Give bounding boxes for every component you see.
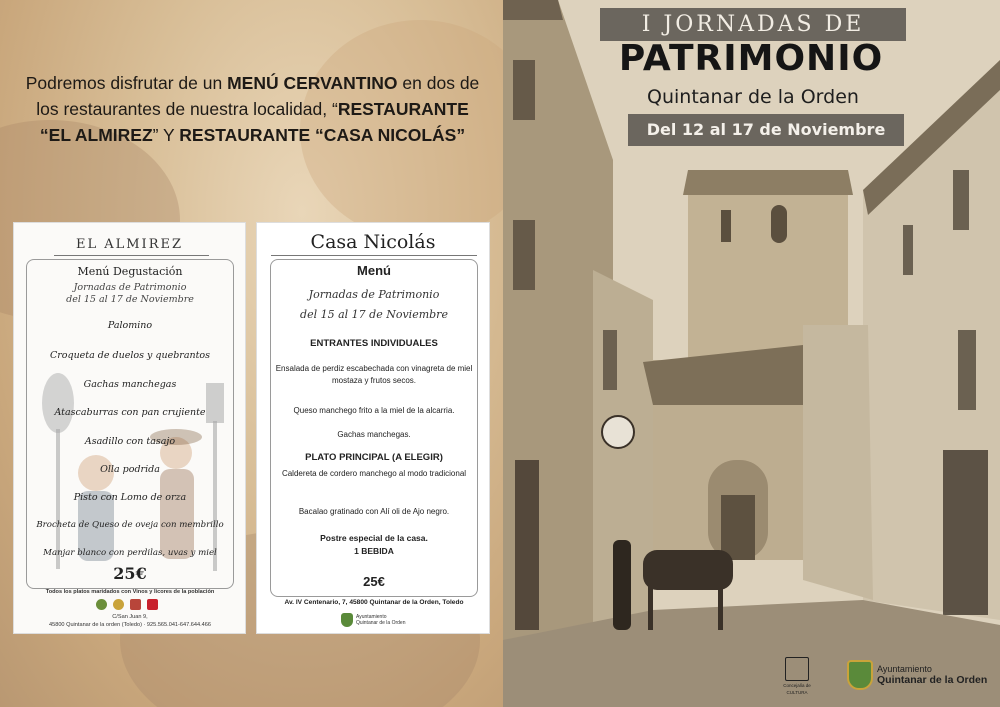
intro-bold-3: RESTAURANTE “CASA NICOLÁS” — [179, 125, 466, 145]
sponsor-logo-icon — [113, 599, 124, 610]
almirez-heading: Menú Degustación — [77, 265, 183, 278]
poster-town: Quintanar de la Orden — [647, 86, 859, 108]
almirez-menu-card — [13, 222, 246, 634]
town-seal-icon — [341, 613, 353, 627]
dish-item: Pisto con Lomo de orza — [73, 492, 187, 503]
almirez-subtitle-2: del 15 al 17 de Noviembre — [66, 294, 194, 305]
cultura-icon — [785, 657, 809, 681]
almirez-address — [24, 613, 236, 629]
dish-item: Croqueta de duelos y quebrantos — [49, 350, 211, 361]
menu-item: Gachas manchegas. — [337, 430, 411, 439]
cultura-line-2: CULTURA — [786, 690, 808, 695]
dish-item: Olla podrida — [100, 464, 160, 475]
intro-part-3: ” Y — [152, 125, 180, 145]
ayuntamiento-logo — [341, 613, 405, 627]
dish-item: Palomino — [107, 320, 153, 331]
logo-line-1: Ayuntamiento — [356, 614, 387, 620]
intro-text — [20, 70, 485, 148]
poster-panel — [503, 0, 1000, 707]
town-seal-icon — [847, 660, 873, 690]
almirez-note: Todos los platos maridados con Vinos y licores de la población — [45, 589, 215, 595]
dish-item: Asadillo con tasajo — [84, 436, 176, 447]
poster-title-line-1: I JORNADAS DE — [641, 12, 865, 37]
divider — [271, 255, 477, 256]
nicolas-name: Casa Nicolás — [310, 231, 436, 253]
dish-item: Gachas manchegas — [83, 379, 177, 390]
poster-title-line-2: PATRIMONIO — [618, 38, 884, 79]
nicolas-price: 25€ — [363, 574, 385, 589]
poster-dates: Del 12 al 17 de Noviembre — [646, 120, 886, 139]
section-heading: ENTRANTES INDIVIDUALES — [310, 338, 438, 349]
nicolas-menu-heading: Menú — [357, 263, 391, 278]
sponsor-logo-icon — [130, 599, 141, 610]
intro-part-2: en dos de los restaurantes de nuestra localidad, “ — [36, 73, 480, 119]
nicolas-jornadas-2: del 15 al 17 de Noviembre — [300, 308, 448, 321]
ayto-line-1: Ayuntamiento — [877, 664, 932, 674]
menu-item: Queso manchego frito a la miel de la alcarria. — [293, 406, 455, 415]
logo-line-2: Quintanar de la Orden — [356, 620, 406, 626]
intro-bold-1: MENÚ CERVANTINO — [227, 73, 398, 93]
intro-part-1: Podremos disfrutar de un — [25, 73, 228, 93]
sponsor-logo-icon — [96, 599, 107, 610]
intro-bold-2: RESTAURANTE “EL ALMIREZ — [39, 99, 469, 145]
sponsor-logo-icon — [147, 599, 158, 610]
ayuntamiento-logo — [847, 660, 987, 690]
drink-text: 1 BEBIDA — [354, 546, 394, 556]
dessert-text: Postre especial de la casa. — [320, 533, 428, 543]
cultura-line-1: Concejalía de — [783, 683, 811, 688]
almirez-address-line-1: C/San Juan 9, — [112, 614, 148, 620]
menu-item: Caldereta de cordero manchego al modo tradicional — [281, 469, 467, 478]
menu-item: Ensalada de perdiz escabechada con vinagreta de miel mostaza y frutos secos. — [275, 364, 473, 385]
nicolas-jornadas-1: Jornadas de Patrimonio — [308, 288, 440, 301]
dish-item: Atascaburras con pan crujiente — [54, 407, 206, 418]
section-heading: PLATO PRINCIPAL (A ELEGIR) — [305, 452, 443, 463]
divider — [54, 255, 209, 256]
ayto-line-2: Quintanar de la Orden — [877, 674, 988, 686]
almirez-subtitle-1: Jornadas de Patrimonio — [73, 282, 187, 293]
nicolas-menu-card — [256, 222, 490, 634]
dish-item: Brocheta de Queso de oveja con membrillo — [36, 520, 224, 530]
cultura-logo — [779, 657, 815, 695]
almirez-address-line-2: 45800 Quintanar de la orden (Toledo) · 925.565.041-647.644.466 — [48, 622, 212, 628]
menu-item: Bacalao gratinado con Alí oli de Ajo negro. — [298, 507, 450, 516]
nicolas-address: Av. IV Centenario, 7, 45800 Quintanar de la Orden, Toledo — [284, 599, 464, 606]
almirez-price: 25€ — [113, 564, 147, 583]
almirez-name: EL ALMIREZ — [75, 237, 184, 252]
sponsor-logos — [96, 599, 158, 610]
dish-item: Manjar blanco con perdilas, uvas y miel — [43, 548, 217, 558]
